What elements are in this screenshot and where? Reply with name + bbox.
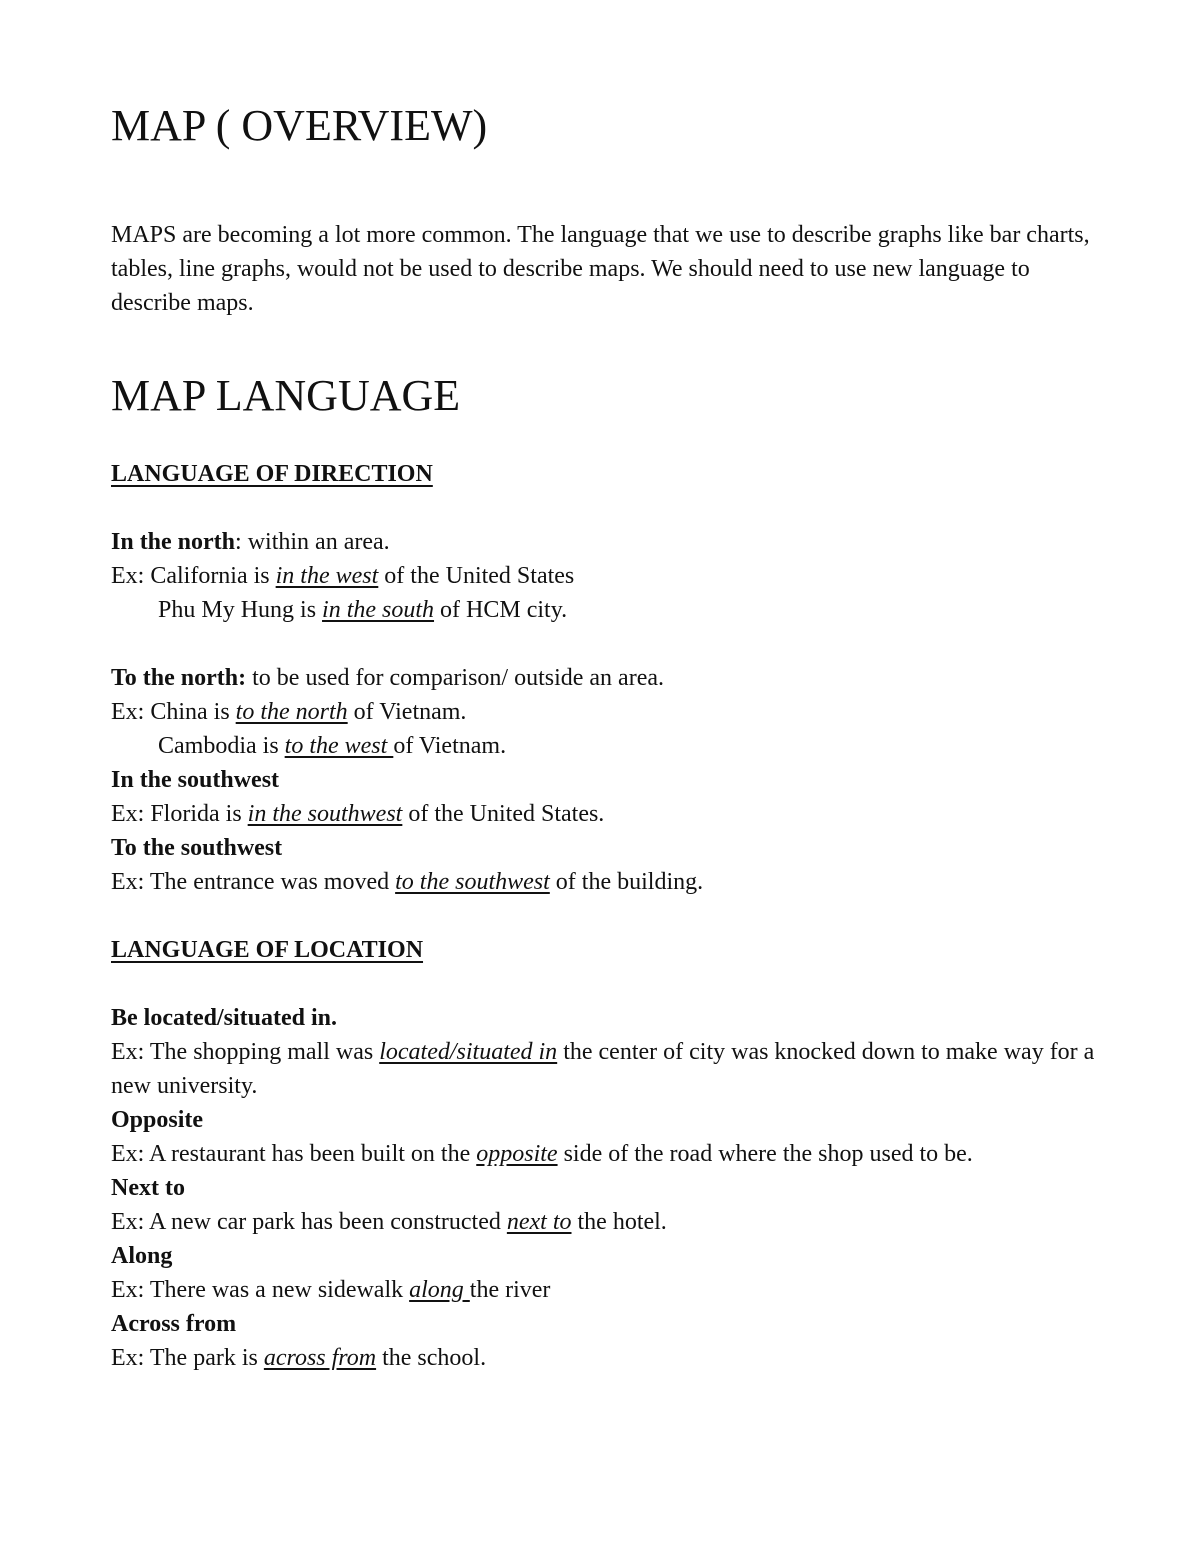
to-southwest-term: To the southwest — [111, 835, 283, 861]
direction-heading: LANGUAGE OF DIRECTION — [111, 461, 433, 487]
direction-example: Ex: China is to the north of Vietnam. — [111, 699, 467, 725]
location-example: Ex: The shopping mall was located/situated in the center of city was knocked down to make way for a new university. — [111, 1039, 1095, 1099]
direction-example: Cambodia is to the west of Vietnam. — [158, 733, 507, 759]
direction-example: Ex: The entrance was moved to the southwest of the building. — [111, 869, 704, 895]
across-from-term: Across from — [111, 1311, 237, 1337]
in-north-definition: In the north: within an area. — [111, 529, 390, 555]
location-example: Ex: A new car park has been constructed next to the hotel. — [111, 1209, 667, 1235]
location-heading: LANGUAGE OF LOCATION — [111, 937, 424, 963]
location-example: Ex: The park is across from the school. — [111, 1345, 487, 1371]
location-section — [111, 933, 1111, 1375]
in-southwest-term: In the southwest — [111, 767, 280, 793]
direction-example: Ex: California is in the west of the United States — [111, 563, 575, 589]
to-north-definition: To the north: to be used for comparison/ outside an area. — [111, 665, 665, 691]
located-term: Be located/situated in. — [111, 1005, 337, 1031]
direction-example: Phu My Hung is in the south of HCM city. — [158, 597, 568, 623]
along-term: Along — [111, 1243, 173, 1269]
document-page — [111, 96, 1111, 1371]
location-example: Ex: There was a new sidewalk along the river — [111, 1277, 551, 1303]
location-example: Ex: A restaurant has been built on the opposite side of the road where the shop used to be. — [111, 1141, 973, 1167]
map-language-title: MAP LANGUAGE — [111, 371, 461, 420]
direction-section — [111, 457, 1111, 899]
intro-paragraph: MAPS are becoming a lot more common. The language that we use to describe graphs like bar charts, tables, line graphs, would not be used to describe maps. We should need to use new language to describe maps. — [111, 222, 1090, 316]
opposite-term: Opposite — [111, 1107, 204, 1133]
next-to-term: Next to — [111, 1175, 185, 1201]
page-title: MAP ( OVERVIEW) — [111, 101, 488, 150]
direction-example: Ex: Florida is in the southwest of the United States. — [111, 801, 605, 827]
